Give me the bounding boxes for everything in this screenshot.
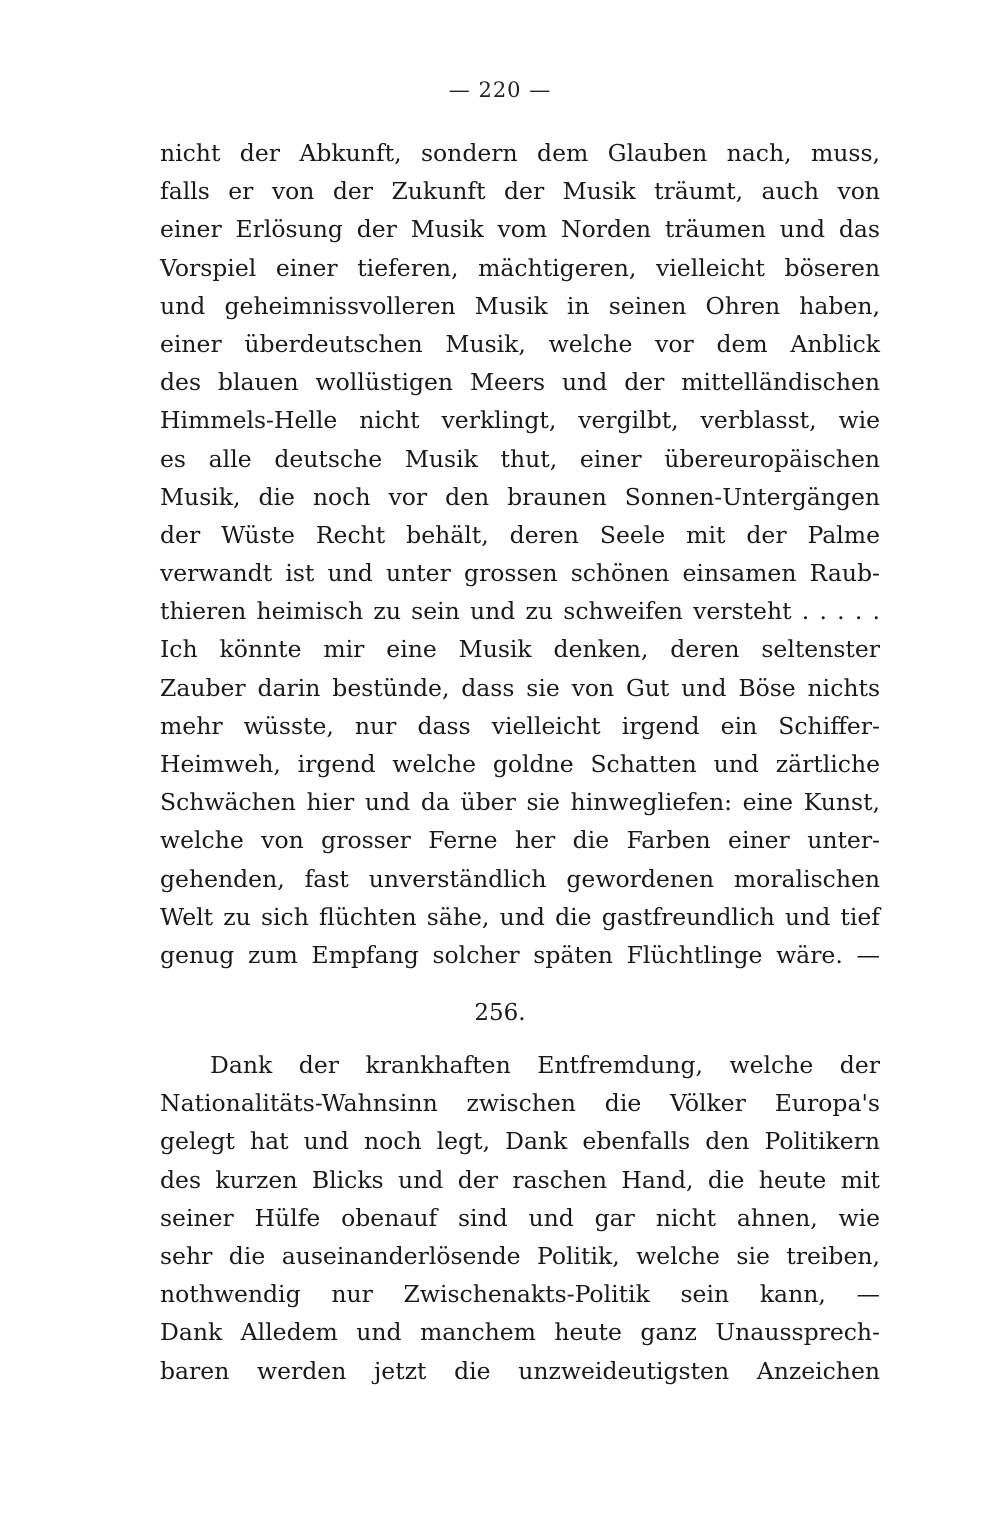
text-line: Dank Alledem und manchem heute ganz Unaussprech-	[160, 1318, 880, 1347]
text-line: welche von grosser Ferne her die Farben einer unter-	[160, 826, 880, 855]
text-line: Musik, die noch vor den braunen Sonnen-Untergängen	[160, 482, 880, 511]
text-line: des blauen wollüstigen Meers und der mittelländischen	[160, 368, 880, 397]
text-line: thieren heimisch zu sein und zu schweifen versteht . . . . .	[160, 597, 880, 626]
text-line: verwandt ist und unter grossen schönen einsamen Raub-	[160, 559, 880, 588]
text-line: sehr die auseinanderlösende Politik, welche sie treiben,	[160, 1241, 880, 1270]
text-line: einer Erlösung der Musik vom Norden träumen und das	[160, 215, 880, 244]
text-line: gehenden, fast unverständlich gewordenen moralischen	[160, 864, 880, 893]
text-line: einer überdeutschen Musik, welche vor dem Anblick	[160, 329, 880, 358]
text-line: nicht der Abkunft, sondern dem Glauben nach, muss,	[160, 139, 880, 167]
text-line: Schwächen hier und da über sie hinwegliefen: eine Kunst,	[160, 788, 880, 817]
text-line: Welt zu sich flüchten sähe, und die gastfreundlich und tief	[160, 902, 880, 931]
text-line: Ich könnte mir eine Musik denken, deren seltenster	[160, 635, 880, 664]
text-line: Vorspiel einer tieferen, mächtigeren, vielleicht böseren	[160, 253, 880, 282]
text-line: Nationalitäts-Wahnsinn zwischen die Völker Europa's	[160, 1089, 880, 1118]
text-line: des kurzen Blicks und der raschen Hand, die heute mit	[160, 1165, 880, 1194]
text-line: Zauber darin bestünde, dass sie von Gut und Böse nichts	[160, 673, 880, 702]
text-line: baren werden jetzt die unzweideutigsten Anzeichen	[160, 1356, 880, 1385]
paragraph-2	[160, 1046, 880, 1390]
page-header: — 220 —	[448, 78, 552, 102]
text-line: mehr wüsste, nur dass vielleicht irgend ein Schiffer-	[160, 711, 880, 740]
text-line: Heimweh, irgend welche goldne Schatten und zärtliche	[160, 750, 880, 778]
text-line: der Wüste Recht behält, deren Seele mit der Palme	[160, 520, 880, 549]
text-line: falls er von der Zukunft der Musik träumt, auch von	[160, 177, 880, 206]
text-line: es alle deutsche Musik thut, einer übereuropäischen	[160, 444, 880, 473]
section-number: 256.	[474, 1000, 526, 1026]
paragraph-1	[160, 134, 880, 974]
text-line: nothwendig nur Zwischenakts-Politik sein kann, —	[160, 1280, 880, 1309]
text-line: seiner Hülfe obenauf sind und gar nicht ahnen, wie	[160, 1203, 880, 1232]
text-line: Himmels-Helle nicht verklingt, vergilbt, verblasst, wie	[160, 406, 880, 435]
text-line: genug zum Empfang solcher späten Flüchtlinge wäre. —	[160, 940, 880, 969]
text-line: gelegt hat und noch legt, Dank ebenfalls den Politikern	[160, 1127, 880, 1156]
text-line: und geheimnissvolleren Musik in seinen Ohren haben,	[160, 291, 880, 320]
text-line: Dank der krankhaften Entfremdung, welche der	[210, 1051, 880, 1079]
